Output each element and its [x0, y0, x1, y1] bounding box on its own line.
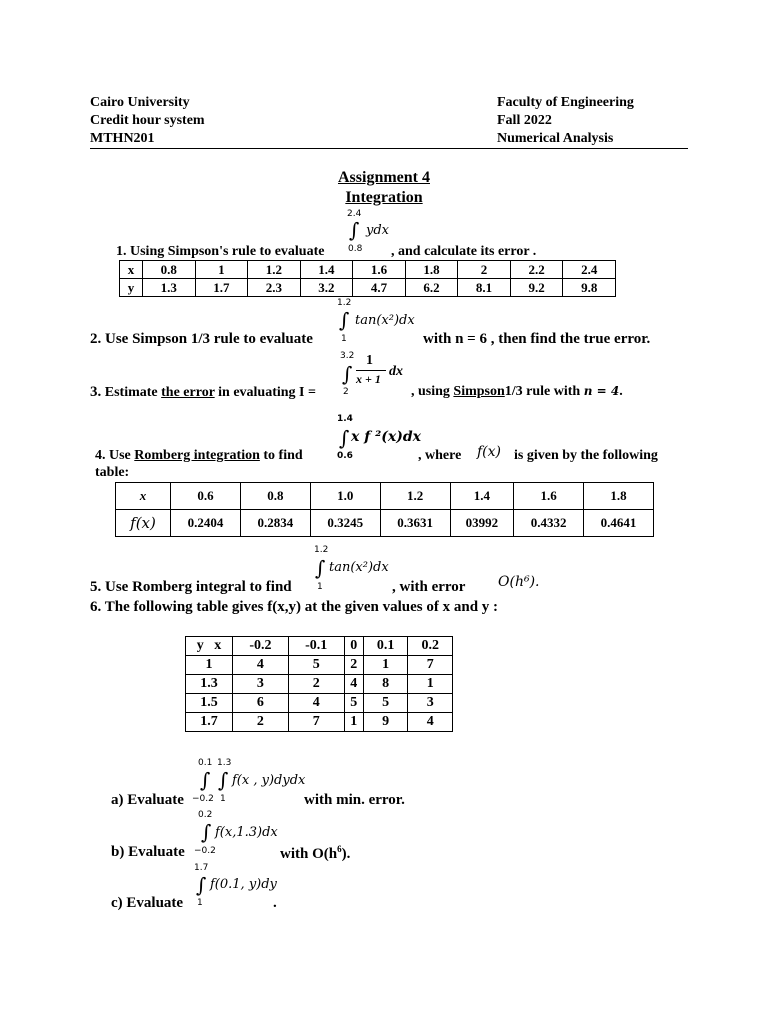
table-cell: 3: [408, 694, 453, 713]
q6a-integrand: f(x , y)dydx: [232, 773, 306, 788]
q3-denominator: x + 1: [356, 372, 381, 386]
q4-text-b: Romberg integration: [134, 448, 260, 463]
table-cell: 2: [458, 261, 511, 279]
q3-number: 3.: [90, 384, 102, 400]
q6b-label: b) Evaluate: [111, 844, 185, 860]
table-cell: 1: [195, 261, 248, 279]
q3-text-f: 1/3 rule with: [504, 384, 581, 399]
q6b-upper-limit: 0.2: [198, 810, 213, 820]
q6a-outer-integral-sign: ∫: [200, 768, 211, 792]
q4-text-a: 4. Use: [95, 448, 131, 463]
table-cell: -0.2: [233, 637, 289, 656]
table-cell: 6.2: [405, 279, 458, 297]
q4-integral-sign: ∫: [339, 426, 350, 450]
q3-text-c: in evaluating I =: [218, 385, 316, 400]
q3-numerator: 1: [366, 353, 373, 368]
table-cell: 1.8: [405, 261, 458, 279]
table-cell: 1.3: [143, 279, 196, 297]
q6c-label: c) Evaluate: [111, 895, 184, 911]
table-cell: 1.6: [514, 483, 584, 510]
table-cell: -0.1: [288, 637, 344, 656]
table-cell: 1: [344, 713, 363, 732]
table-cell: 0: [344, 637, 363, 656]
table-cell: 5: [288, 656, 344, 675]
q2-upper-limit: 1.2: [337, 298, 352, 308]
table-cell: f(x): [116, 510, 171, 537]
table-cell: 5: [344, 694, 363, 713]
q6a-text-post: with min. error.: [304, 792, 405, 808]
table-cell: 1.2: [248, 261, 301, 279]
table-cell: 03992: [450, 510, 514, 537]
table-cell: 4: [233, 656, 289, 675]
table-row: [186, 675, 453, 694]
table-cell: 0.2834: [240, 510, 310, 537]
table-cell: 2: [288, 675, 344, 694]
q1-lower-limit: 0.8: [348, 244, 363, 254]
q5-text-post: , with error: [392, 579, 466, 595]
table-cell: 2: [233, 713, 289, 732]
q6b-lower-limit: −0.2: [194, 846, 216, 856]
table-cell: 7: [288, 713, 344, 732]
table-cell: 3: [233, 675, 289, 694]
q6-text: 6. The following table gives f(x,y) at the given values of x and y :: [90, 599, 499, 615]
q3-dx: dx: [389, 364, 403, 379]
table-cell: 4.7: [353, 279, 406, 297]
q6a-inner-lower: 1: [220, 794, 226, 804]
table-cell: 7: [408, 656, 453, 675]
table-cell: 9: [363, 713, 408, 732]
assignment-subtitle: Integration: [345, 189, 423, 206]
q5-lower-limit: 1: [317, 582, 323, 592]
table-cell: y: [120, 279, 143, 297]
q3-fraction-bar: [356, 370, 386, 371]
table-cell: 1: [186, 656, 233, 675]
q6a-inner-integral-sign: ∫: [218, 768, 229, 792]
q5-error-expr: O(h⁶).: [498, 574, 540, 590]
q5-integrand: tan(x²)dx: [329, 560, 389, 575]
q6a-outer-lower: −0.2: [192, 794, 214, 804]
table-cell: 1.3: [186, 675, 233, 694]
course-name: Numerical Analysis: [497, 131, 614, 146]
table-row: [186, 713, 453, 732]
table-cell: x: [116, 483, 171, 510]
q4-lower-limit: 0.6: [337, 451, 353, 461]
q4-text-e: is given by the following: [514, 448, 658, 463]
q6a-inner-upper: 1.3: [217, 758, 232, 768]
q3-period: .: [619, 384, 623, 399]
table-cell: 0.6: [171, 483, 241, 510]
q1-table: [119, 260, 616, 297]
q2-lower-limit: 1: [341, 334, 347, 344]
table-row: [186, 656, 453, 675]
header-right: [497, 94, 634, 148]
table-cell: 1.2: [380, 483, 450, 510]
table-cell: 1: [408, 675, 453, 694]
q6b-integrand: f(x,1.3)dx: [215, 825, 278, 840]
table-cell: 0.3631: [380, 510, 450, 537]
q1-integrand: ydx: [366, 223, 389, 238]
table-row: [116, 483, 654, 510]
table-cell: 0.1: [363, 637, 408, 656]
table-cell: 0.4641: [584, 510, 654, 537]
q6c-integrand: f(0.1, y)dy: [210, 877, 277, 892]
table-cell: 8.1: [458, 279, 511, 297]
q2-integrand: tan(x²)dx: [355, 313, 415, 328]
q3-text: [90, 384, 316, 401]
table-cell: 1.4: [300, 261, 353, 279]
table-cell: 5: [363, 694, 408, 713]
q2-text-pre: 2. Use Simpson 1/3 rule to evaluate: [90, 331, 313, 347]
table-cell: 0.8: [143, 261, 196, 279]
q3-integral-sign: ∫: [342, 362, 353, 386]
q3-text-a: Estimate: [104, 385, 158, 400]
table-cell: 4: [288, 694, 344, 713]
table-cell: 1.6: [353, 261, 406, 279]
q4-fx: f(x): [477, 444, 502, 460]
q4-integrand: x f ²(x)dx: [351, 429, 421, 445]
q4-upper-limit: 1.4: [337, 414, 353, 424]
university-name: Cairo University: [90, 95, 190, 110]
q5-text-pre: 5. Use Romberg integral to find: [90, 579, 292, 595]
table-cell: 1.4: [450, 483, 514, 510]
q5-integral-sign: ∫: [315, 556, 326, 580]
q6a-label: a) Evaluate: [111, 792, 184, 808]
q1-text-pre: 1. Using Simpson's rule to evaluate: [116, 244, 325, 259]
q2-integral-sign: ∫: [339, 308, 350, 332]
table-cell: 2.4: [563, 261, 616, 279]
table-cell: 3.2: [300, 279, 353, 297]
table-cell: 0.8: [240, 483, 310, 510]
table-cell: 1: [363, 656, 408, 675]
table-cell: x: [120, 261, 143, 279]
q4-text-f: table:: [95, 465, 130, 480]
table-cell: 6: [233, 694, 289, 713]
q4-text-c: to find: [263, 448, 303, 463]
q6b-integral-sign: ∫: [201, 820, 212, 844]
q6b-sup: 6: [337, 844, 342, 854]
faculty-name: Faculty of Engineering: [497, 95, 634, 110]
q1-integral-sign: ∫: [349, 218, 360, 242]
q6c-integral-sign: ∫: [196, 873, 207, 897]
q3-lower-limit: 2: [343, 387, 349, 397]
table-row: [116, 510, 654, 537]
q3-upper-limit: 3.2: [340, 351, 355, 361]
table-cell: 2.3: [248, 279, 301, 297]
q6b-text-end: ).: [341, 846, 351, 862]
q6b-text-post: with O(h: [280, 846, 338, 862]
table-cell: 2: [344, 656, 363, 675]
q6-table: [185, 636, 453, 732]
table-row: [120, 261, 616, 279]
semester: Fall 2022: [497, 113, 552, 128]
q3-text-b: the error: [161, 385, 215, 400]
header-left: [90, 94, 205, 148]
q6b-text: [280, 844, 350, 863]
table-cell: 8: [363, 675, 408, 694]
table-cell: 4: [344, 675, 363, 694]
table-cell: 9.2: [510, 279, 563, 297]
table-cell: 0.4332: [514, 510, 584, 537]
header-divider: [90, 148, 688, 149]
table-row: [186, 637, 453, 656]
table-cell: 1.5: [186, 694, 233, 713]
q6c-upper-limit: 1.7: [194, 863, 209, 873]
table-row: [186, 694, 453, 713]
table-cell: 1.0: [310, 483, 380, 510]
table-cell: 0.3245: [310, 510, 380, 537]
q2-text-post: with n = 6 , then find the true error.: [423, 331, 651, 347]
table-cell: 0.2404: [171, 510, 241, 537]
table-cell: 1.7: [186, 713, 233, 732]
q4-text-left: [95, 448, 303, 464]
course-code: MTHN201: [90, 131, 155, 146]
q6c-lower-limit: 1: [197, 898, 203, 908]
q3-text-e: Simpson: [453, 384, 505, 399]
q6c-text-post: .: [273, 895, 277, 911]
q3-n-expr: n = 4: [583, 384, 620, 398]
q4-text-d: , where: [418, 448, 462, 463]
credit-system: Credit hour system: [90, 113, 205, 128]
assignment-title: Assignment 4: [337, 169, 430, 186]
q3-text-d: , using: [411, 384, 450, 399]
table-cell: 1.8: [584, 483, 654, 510]
q1-text-post: , and calculate its error .: [391, 244, 537, 259]
table-cell: 1.7: [195, 279, 248, 297]
q3-text-right: [411, 384, 623, 400]
q5-upper-limit: 1.2: [314, 545, 329, 555]
table-cell: 9.8: [563, 279, 616, 297]
q6a-outer-upper: 0.1: [198, 758, 213, 768]
table-cell: 4: [408, 713, 453, 732]
table-cell: 2.2: [510, 261, 563, 279]
q4-table: [115, 482, 654, 537]
table-cell: 0.2: [408, 637, 453, 656]
table-cell: y x: [186, 637, 233, 656]
table-row: [120, 279, 616, 297]
q1-upper-limit: 2.4: [347, 209, 362, 219]
